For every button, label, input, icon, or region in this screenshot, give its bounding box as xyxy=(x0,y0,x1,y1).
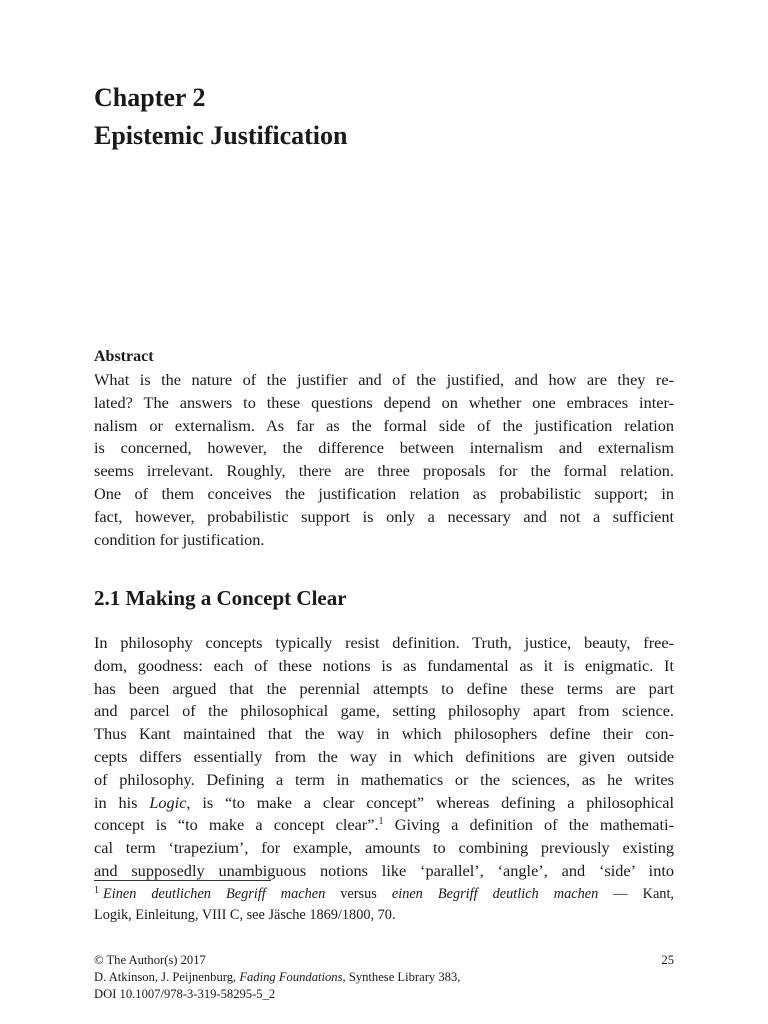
body-line: and parcel of the philosophical game, setting philosophy apart from science. xyxy=(94,701,674,721)
chapter-title: Epistemic Justification xyxy=(94,121,348,150)
body-line: dom, goodness: each of these notions is as fundamental as it is enigmatic. It xyxy=(94,655,674,675)
footnote-italic: Einen deutlichen Begriff machen xyxy=(103,886,326,902)
section-body xyxy=(94,632,674,883)
body-text: Giving a definition of the mathemati- xyxy=(383,815,674,835)
footnote xyxy=(94,884,674,926)
chapter-label: Chapter 2 xyxy=(94,83,206,112)
footnote-text: versus xyxy=(325,886,392,902)
copyright-line: © The Author(s) 2017 xyxy=(94,953,206,967)
footnote-text: — Kant, xyxy=(598,886,674,902)
citation-authors: D. Atkinson, J. Peijnenburg, xyxy=(94,970,240,984)
abstract-line: fact, however, probabilistic support is only a necessary and not a sufficient xyxy=(94,506,674,526)
body-line xyxy=(94,814,674,837)
footnote-mark: 1 xyxy=(94,885,99,896)
body-line: cepts differs essentially from the way in which definitions are given outside xyxy=(94,746,674,766)
abstract-line: nalism or externalism. As far as the formal side of the justification relation xyxy=(94,415,674,435)
section-heading: 2.1 Making a Concept Clear xyxy=(94,586,347,610)
abstract-line: seems irrelevant. Roughly, there are three proposals for the formal relation. xyxy=(94,461,674,481)
body-text: in his xyxy=(94,792,150,812)
abstract-line: lated? The answers to these questions depend on whether one embraces inter- xyxy=(94,392,674,412)
abstract-line: One of them conceives the justification relation as probabilistic support; in xyxy=(94,483,674,503)
body-line: and supposedly unambiguous notions like ‘parallel’, ‘angle’, and ‘side’ into xyxy=(94,860,674,880)
book-page xyxy=(94,0,674,1024)
citation-book-title: Fading Foundations xyxy=(239,970,343,984)
footnote-line: Logik, Einleitung, VIII C, see Jäsche 1869/1800, 70. xyxy=(94,907,396,923)
abstract-line: What is the nature of the justifier and of the justified, and how are they re- xyxy=(94,370,674,389)
body-line: cal term ‘trapezium’, for example, amounts to combining previously existing xyxy=(94,838,674,858)
citation-series: , Synthese Library 383, xyxy=(342,970,461,984)
abstract-heading: Abstract xyxy=(94,348,154,365)
page-number: 25 xyxy=(661,953,674,967)
footnote-italic: einen Begriff deutlich machen xyxy=(391,886,599,902)
book-title-logic: Logic xyxy=(149,792,187,812)
body-text: concept is “to make a concept clear”. xyxy=(94,815,379,835)
body-line xyxy=(94,792,674,815)
footnote-reference[interactable]: 1 xyxy=(378,816,384,828)
abstract-line: condition for justification. xyxy=(94,529,265,549)
body-line: Thus Kant maintained that the way in which philosophers define their con- xyxy=(94,724,674,744)
body-text: , is “to make a clear concept” whereas defining a philosophical xyxy=(186,792,675,812)
abstract-body xyxy=(94,369,674,551)
citation-line xyxy=(94,969,674,986)
doi-line[interactable]: DOI 10.1007/978-3-319-58295-5_2 xyxy=(94,987,276,1001)
body-line: of philosophy. Defining a term in mathematics or the sciences, as he writes xyxy=(94,769,674,789)
body-line: has been argued that the perennial attempts to define these terms are part xyxy=(94,678,674,698)
footnote-line xyxy=(94,884,674,905)
colophon xyxy=(94,952,674,1003)
body-line: In philosophy concepts typically resist definition. Truth, justice, beauty, free- xyxy=(94,633,674,652)
abstract-line: is concerned, however, the difference between internalism and externalism xyxy=(94,438,674,458)
footnote-divider xyxy=(94,880,271,881)
